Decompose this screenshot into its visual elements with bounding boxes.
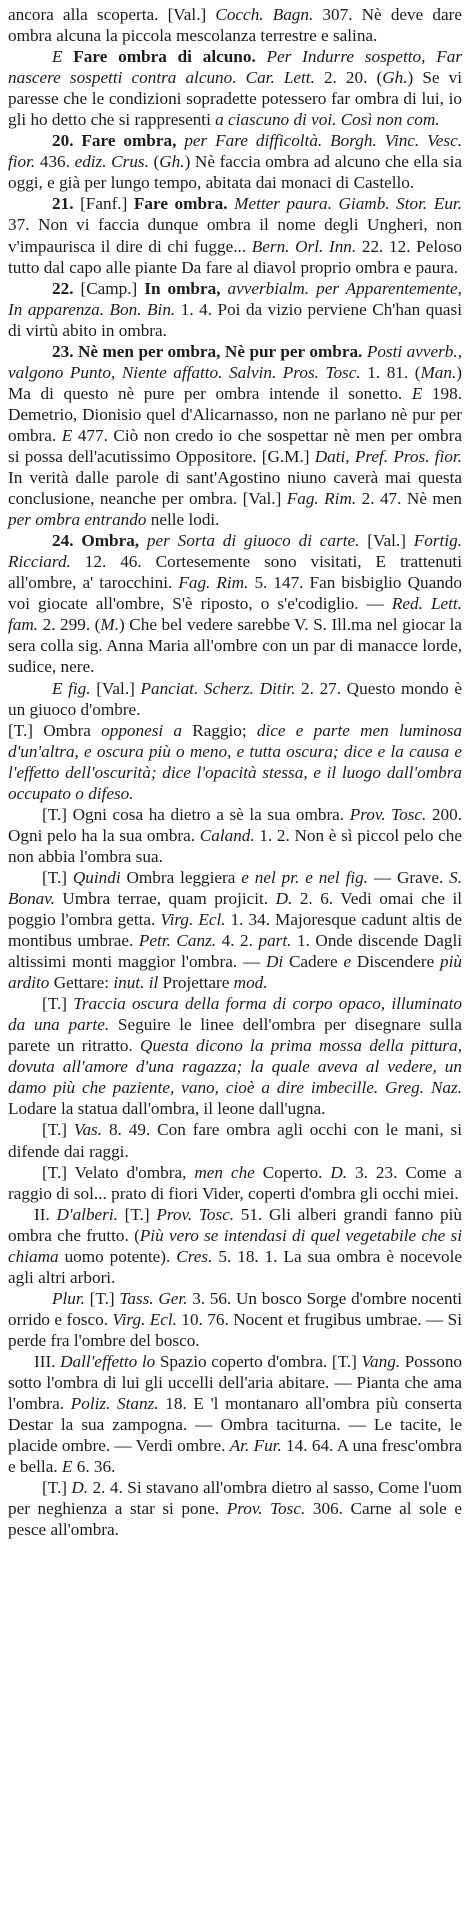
entry-italic-text: Quindi — [72, 867, 121, 887]
entry-italic-text: Panciat. Scherz. Ditir. — [140, 678, 296, 698]
entry-italic-text: mod. — [233, 973, 268, 993]
entry-text: 2. 4. Si stavano all'ombra dietro al sasso, Come l'uom per neghienza a star si pone. — [8, 1478, 462, 1519]
entry-headword: 20. Fare ombra, — [52, 131, 177, 151]
entry-italic-text: Plur. — [52, 1288, 85, 1308]
entry-text: 200. Ogni pelo ha la sua ombra. — [8, 804, 462, 845]
entry-text: Possono sotto l'ombra di lui gli uccelli dell'aria abitare. — Pianta che ama l'ombra. — [8, 1352, 463, 1414]
entry-text: 3. 56. Un bosco Sorge d'ombre nocenti orrido e fosco. — [8, 1288, 462, 1329]
entry-italic-text: Poliz. Stanz. — [70, 1394, 159, 1414]
entry-italic-text: per Sorta di giuoco di carte. — [139, 531, 360, 551]
dictionary-entry — [8, 1288, 462, 1351]
dictionary-entry — [8, 867, 462, 993]
entry-text: uomo potente). — [58, 1246, 177, 1266]
entry-text: III. — [34, 1352, 61, 1371]
entry-italic-text: Dati, Pref. Pros. fior. — [314, 446, 462, 466]
entry-italic-text: Questa dicono la prima mossa della pittura, dovuta all'amore d'una ragazza; la quale aveva al vedere, un damo più che paziente, vano, cioè a dire imbecille. Greg. Naz. — [8, 1036, 463, 1098]
entry-text: 1. 4. Poi da vizio perviene Ch'han quasi di virtù abito in ombra. — [8, 299, 462, 340]
entry-italic-text: E fig. — [52, 678, 91, 698]
entry-italic-text: Man. — [420, 362, 457, 382]
entry-text: 307. Nè deve dare ombra alcuna la piccola mescolanza terrestre e salina. — [8, 5, 462, 46]
entry-italic-text: Più vero se intendasi di quel vegetabile che si chiama — [8, 1225, 462, 1266]
entry-italic-text: per Fare difficoltà. Borgh. Vinc. Vesc. fior. — [8, 131, 463, 172]
entry-italic-text: Gh. — [382, 68, 408, 88]
entry-italic-text: avverbialm. per Apparentemente, In apparenza. Bon. Bin. — [8, 278, 462, 319]
entry-italic-text: D. — [275, 888, 293, 908]
entry-text: 18. E 'l montanaro all'ombra più conserta Destar la sua zampogna. — Ombra taciturna. — Le tacite, le placide ombre. — Verdi ombre. — [8, 1394, 463, 1456]
entry-italic-text: ediz. Crus. — [74, 152, 149, 172]
dictionary-entry — [8, 193, 462, 277]
entry-text: Ombra leggiera — [120, 867, 242, 887]
entry-italic-text: Metter paura. Giamb. Stor. Eur. — [227, 194, 462, 214]
entry-text: 2. 27. Questo mondo è un giuoco d'ombre. — [8, 678, 462, 719]
entry-text: [T.] Velato d'ombra, — [42, 1162, 195, 1182]
entry-text: ) Che bel vedere sarebbe V. S. Ill.ma nel giocar la sera colla sig. Anna Maria all'ombre con un par di manacce lorde, sudice, nere. — [8, 615, 462, 677]
entry-text: 6. 36. — [72, 1457, 116, 1477]
entry-text: [Camp.] — [73, 278, 145, 298]
entry-text: Gettare: — [49, 973, 114, 993]
dictionary-entry — [8, 1162, 462, 1204]
entry-text: [Val.] — [90, 678, 141, 698]
entry-text: 8. 49. Con fare ombra agli occhi con le mani, si difende dai raggi. — [8, 1120, 462, 1161]
entry-headword: 22. — [52, 278, 74, 298]
entry-italic-text: Virg. Ecl. — [112, 1309, 177, 1329]
entry-text: [Val.] — [359, 531, 414, 551]
entry-text: 5. 18. 1. La sua ombra è nocevole agli altri arbori. — [8, 1246, 462, 1287]
entry-text: Coperto. — [254, 1162, 331, 1182]
entry-text: [T.] — [84, 1288, 120, 1308]
dictionary-entry — [8, 1477, 462, 1540]
entry-italic-text: e — [343, 952, 352, 972]
entry-text: Seguire le linee dell'ombra per disegnare sulla parete un ritratto. — [8, 1015, 462, 1056]
entry-text: In verità dalle parole di sant'Agostino niuno caverà mai questa conclusione, neanche per ombra. [Val.] — [8, 468, 462, 509]
entry-italic-text: men che — [194, 1162, 255, 1182]
entry-italic-text: D. — [330, 1162, 348, 1182]
dictionary-entry — [8, 1351, 462, 1477]
dictionary-entry — [8, 720, 462, 804]
entry-italic-text: dice e parte men luminosa d'un'altra, e oscura più o meno, e tutta oscura; dice e la causa e l'effetto dell'oscurità; dice l'opacità stessa, e il luogo dall'ombra occupato o difeso. — [8, 720, 462, 803]
entry-text: ( — [148, 152, 160, 172]
entry-text: ) Nè faccia ombra ad alcuno che ella sia oggi, e già per lungo tempo, abitata dai monaci di Castello. — [8, 152, 462, 193]
dictionary-entry — [8, 130, 462, 193]
entry-italic-text: D. — [71, 1478, 89, 1498]
entry-italic-text: inut. — [113, 973, 145, 993]
entry-text: 1. 34. Majoresque cadunt altis de montibus umbrae. — [8, 910, 462, 951]
entry-text: [T.] — [42, 994, 74, 1014]
entry-italic-text: Gh. — [159, 152, 185, 172]
entry-text: Discendere — [351, 952, 441, 972]
entry-italic-text: D'alberi. — [56, 1204, 118, 1224]
entry-italic-text: Traccia oscura della forma di corpo opaco, illuminato da una parte. — [8, 994, 462, 1035]
entry-italic-text: E — [52, 47, 74, 67]
entry-italic-text: E — [61, 1457, 73, 1477]
entry-text: 37. Non vi faccia dunque ombra il nome degli Ungheri, non v'impaurisca il dire di chi fugge... — [8, 215, 462, 256]
entry-text: II. — [34, 1204, 57, 1224]
entry-headword: Fare ombra di alcuno. — [73, 47, 256, 67]
dictionary-entry — [8, 804, 462, 867]
entry-text: 1. 81. ( — [360, 362, 421, 382]
entry-italic-text: Vang. — [361, 1352, 401, 1371]
entry-text: [T.] — [42, 1478, 72, 1498]
entry-text: 5. 147. Fan bisbiglio Quando voi giocate all'ombre, S'è riposto, o s'e'codiglio. — — [8, 573, 462, 614]
dictionary-entry — [8, 278, 462, 341]
entry-italic-text: per ombra entrando — [8, 510, 147, 530]
entry-italic-text: Di — [265, 952, 284, 972]
entry-italic-text: Fortig. Ricciard. — [8, 531, 462, 572]
entry-headword: 23. Nè men per ombra, Nè pur per ombra. — [52, 341, 363, 361]
entry-text: 2. 6. Vedi omai che il poggio l'ombra getta. — [8, 888, 462, 930]
entry-text: 477. Ciò non credo io che sospettar nè men per ombra si possa dell'acutissimo Oppositore. [G.M.] — [8, 425, 462, 466]
entry-text: 12. 46. Cortesemente sono visitati, E trattenuti all'ombre, a' tarocchini. — [8, 552, 462, 593]
entry-text: [T.] — [42, 867, 73, 887]
entry-text: Cadere — [283, 952, 344, 972]
entry-text: Spazio coperto d'ombra. [T.] — [155, 1352, 362, 1371]
dictionary-entry — [8, 993, 462, 1119]
entry-italic-text: Petr. Canz. — [138, 931, 217, 951]
entry-text: 306. Carne al sole e pesce all'ombra. — [8, 1499, 462, 1540]
entry-text: [Fanf.] — [73, 194, 134, 214]
entry-italic-text: il — [148, 973, 159, 993]
entry-italic-text: opponesi a — [101, 720, 183, 740]
dictionary-entry — [8, 341, 462, 530]
entry-italic-text: Per Indurre sospetto, Far nascere sospetti contra alcuno. Car. Lett. — [8, 47, 463, 88]
entry-italic-text: Caland. — [199, 825, 255, 845]
entry-text: 2. 47. Nè men — [356, 489, 462, 509]
entry-italic-text: Bern. Orl. Inn. — [251, 236, 357, 256]
entry-italic-text: S. Bonav. — [8, 867, 463, 908]
entry-headword: Fare ombra. — [133, 194, 228, 214]
entry-text: nelle lodi. — [146, 510, 220, 530]
entry-italic-text: Prov. Tosc. — [156, 1204, 235, 1224]
entry-italic-text: M. — [100, 615, 119, 635]
entry-italic-text: Fag. Rim. — [178, 573, 249, 593]
entry-text: Projettare — [158, 973, 234, 993]
entry-text: ) Ma di questo nè pure per ombra intende il sonetto. — [8, 362, 462, 403]
entry-text: 4. 2. — [216, 931, 259, 951]
entry-text: [T.] — [117, 1204, 157, 1224]
dictionary-entry — [8, 46, 462, 130]
entry-italic-text: a ciascuno di voi. Così non com. — [215, 110, 440, 130]
entry-italic-text: Prov. Tosc. — [226, 1499, 306, 1519]
entry-italic-text: part. — [258, 931, 292, 951]
entry-text: — Grave. — [368, 867, 450, 887]
entry-headword: 24. Ombra, — [52, 531, 140, 551]
entry-italic-text: Prov. Tosc. — [349, 804, 427, 824]
entry-italic-text: Ar. Fur. — [229, 1436, 282, 1456]
entry-text: ) Se vi paresse che le condizioni sopradette potessero far ombra di lui, io gli ho detto che si rappresenti — [8, 68, 462, 130]
entry-italic-text: E — [411, 383, 423, 403]
entry-italic-text: Cres. — [176, 1246, 213, 1266]
entry-text: 10. 76. Nocent et frugibus umbrae. — Si perde fra l'ombre del bosco. — [8, 1309, 462, 1350]
entry-italic-text: E — [61, 425, 73, 445]
entry-text: [T.] — [42, 1120, 74, 1140]
entry-text: 3. 23. Come a raggio di sol... prato di fiori Vider, coperti d'ombra gli occhi miei. — [8, 1162, 462, 1203]
entry-italic-text: Posti avverb., valgono Punto, Niente affatto. Salvin. Pros. Tosc. — [8, 341, 462, 382]
dictionary-entry — [8, 4, 462, 46]
entry-italic-text: Dall'effetto lo — [60, 1352, 156, 1371]
entry-italic-text: e nel pr. e nel fig. — [241, 867, 369, 887]
dictionary-entry — [8, 1204, 462, 1288]
entry-italic-text: Cocch. Bagn. — [215, 5, 314, 24]
entry-text: 14. 64. A una fresc'ombra e bella. — [8, 1436, 462, 1477]
entry-text: 22. 12. Peloso tutto dal capo alle piante Da fare al diavol proprio ombra e paura. — [8, 236, 462, 277]
entry-italic-text: Red. Lett. fam. — [8, 594, 462, 635]
dictionary-entry — [8, 1119, 462, 1161]
entry-text: Umbra terrae, quam projicit. — [54, 888, 276, 908]
entry-headword: In ombra, — [144, 278, 221, 298]
entry-text: [T.] Ogni cosa ha dietro a sè la sua ombra. — [42, 804, 350, 824]
entry-italic-text: Virg. Ecl. — [160, 910, 226, 930]
entry-italic-text: Fag. Rim. — [286, 489, 357, 509]
entry-text: 2. 299. ( — [38, 615, 101, 635]
entry-text: 198. Demetrio, Dionisio quel d'Alicarnasso, non ne parlano nè pur per ombra. — [8, 383, 463, 445]
entry-text: 436. — [35, 152, 75, 172]
dictionary-entry — [8, 530, 462, 677]
entry-text: Lodare la statua dall'ombra, il leone dall'ugna. — [8, 1099, 326, 1119]
entry-text: ancora alla scoperta. [Val.] — [8, 5, 216, 24]
entry-text: Raggio; — [182, 720, 257, 740]
entry-text: [T.] Ombra — [8, 720, 102, 740]
entry-italic-text: più ardito — [8, 952, 462, 993]
entry-italic-text: Tass. Ger. — [119, 1288, 188, 1308]
entry-italic-text: Vas. — [73, 1120, 103, 1140]
entry-text: 51. Gli alberi grandi fanno più ombra che frutto. ( — [8, 1204, 463, 1245]
entry-text: 1. Onde discende Dagli altissimi monti maggior l'ombra. — — [8, 931, 463, 972]
entry-text: 2. 20. ( — [314, 68, 383, 88]
dictionary-entry — [8, 678, 462, 720]
entry-headword: 21. — [52, 194, 74, 214]
entry-text: 1. 2. Non è sì piccol pelo che non abbia l'ombra sua. — [8, 825, 462, 866]
